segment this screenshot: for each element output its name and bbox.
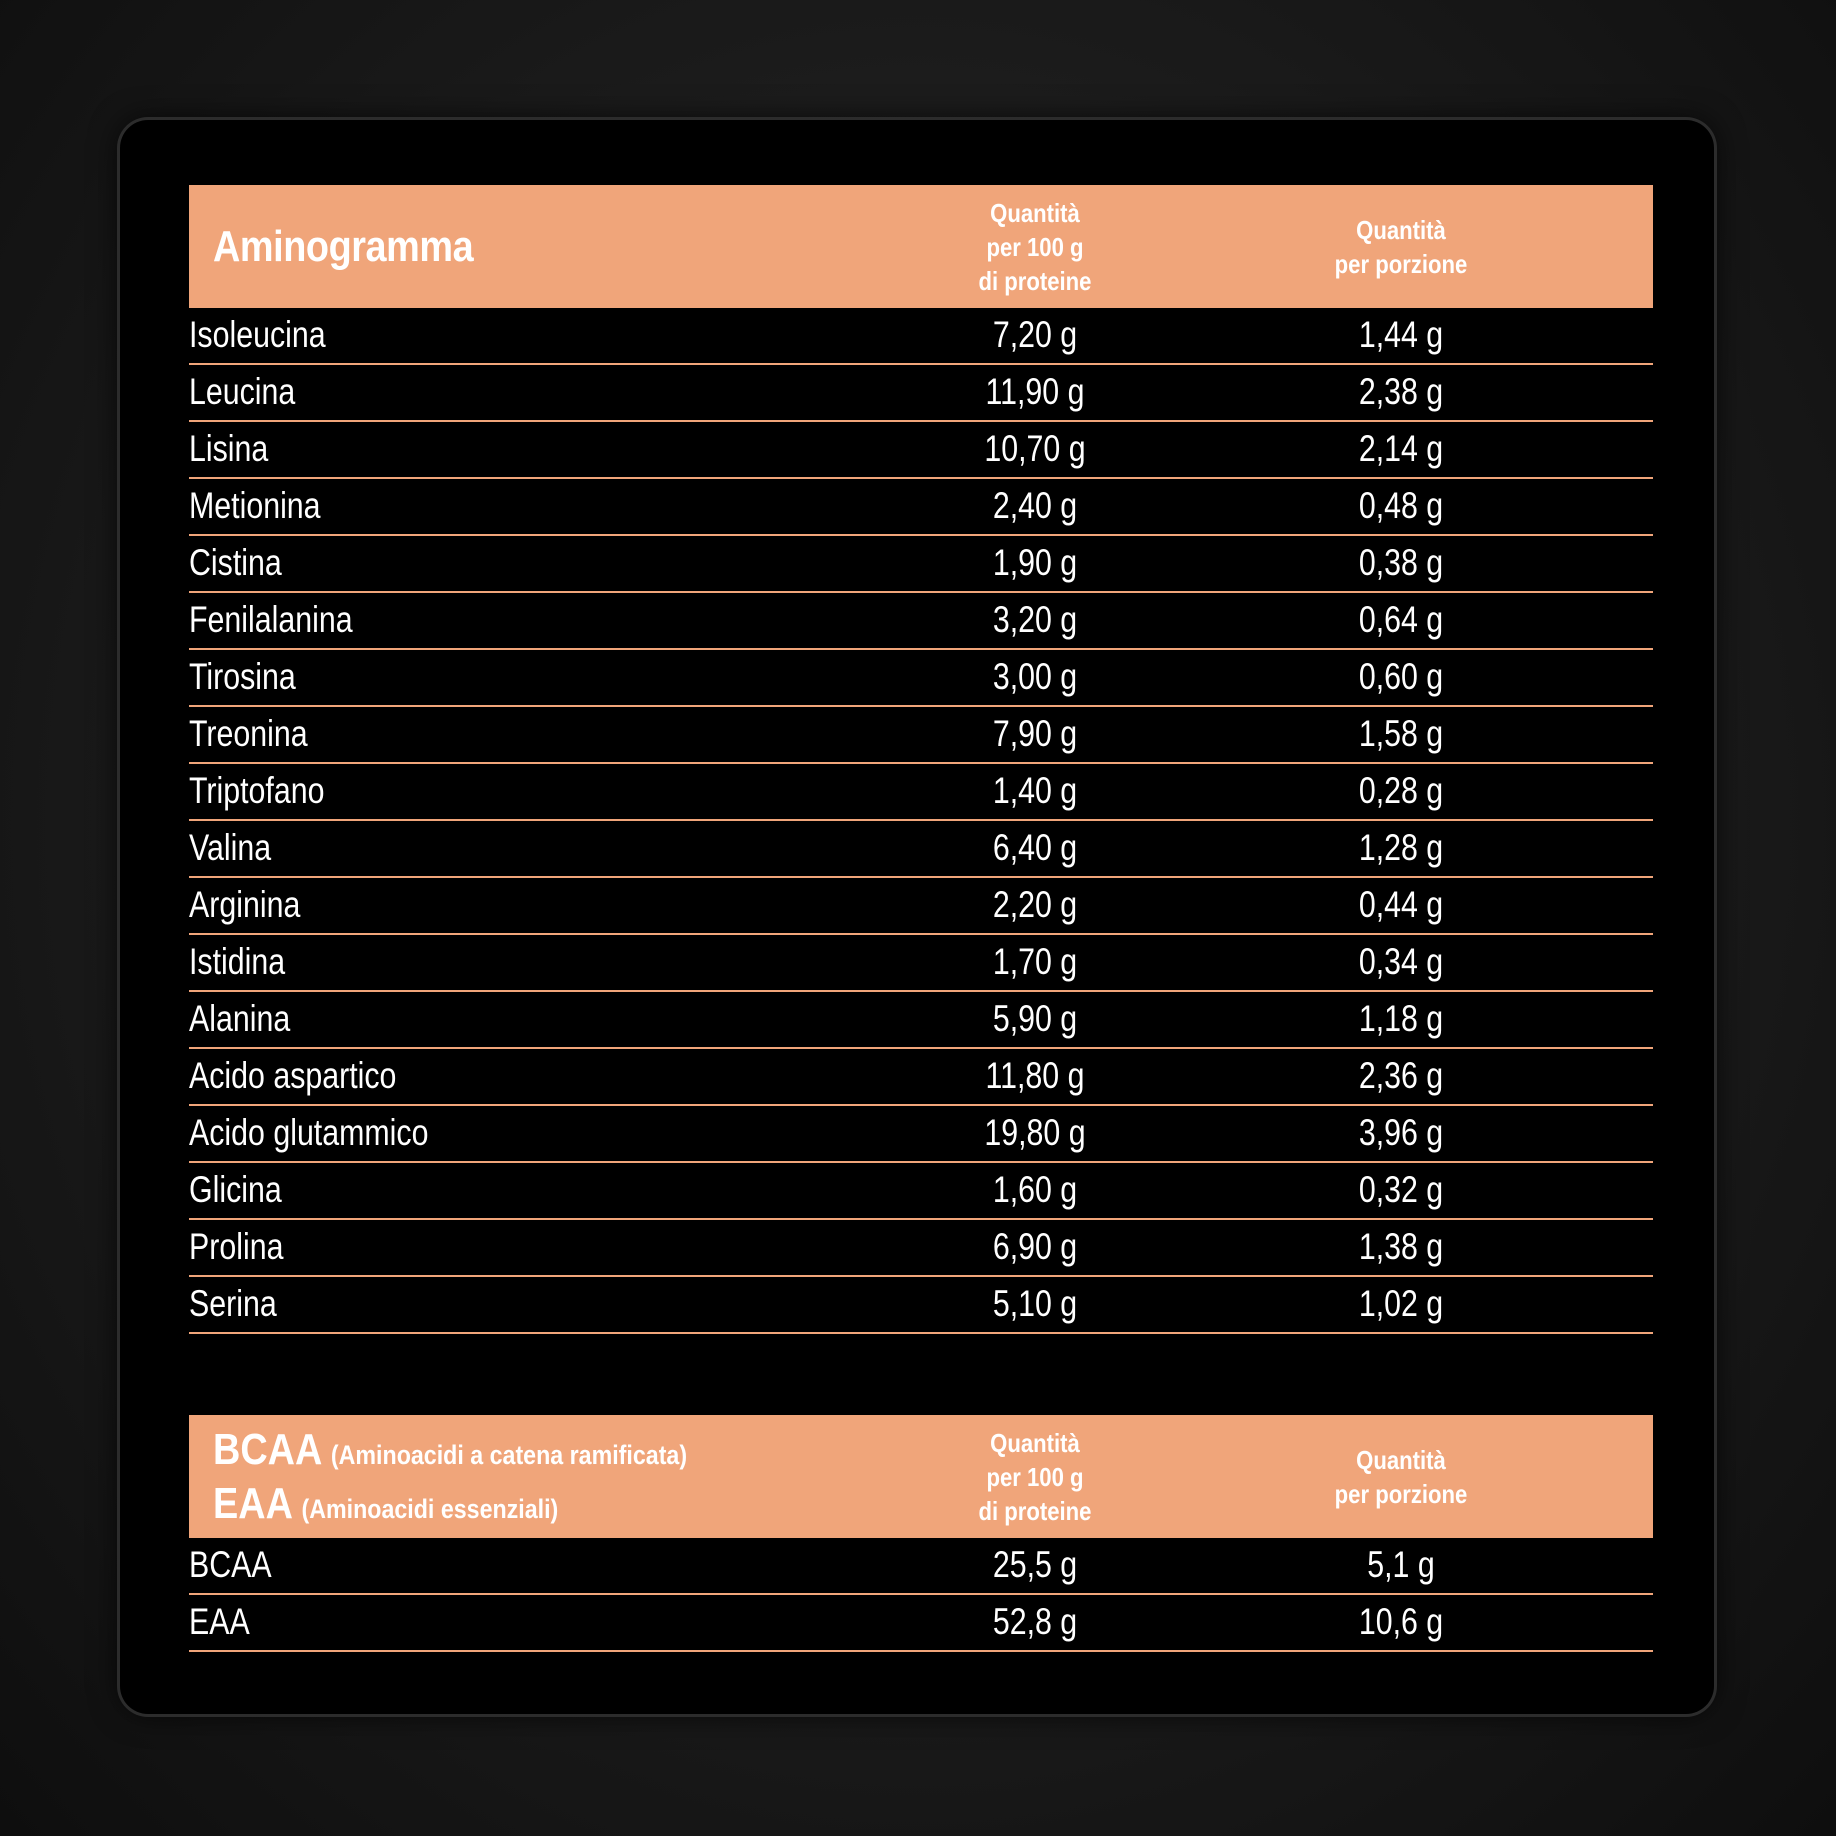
value-portion: 0,34 g	[1358, 941, 1444, 982]
value-per100: 1,70 g	[992, 941, 1078, 982]
value-portion: 1,18 g	[1358, 998, 1444, 1039]
table-row	[189, 821, 1653, 878]
table-row	[189, 992, 1653, 1049]
value-portion: 10,6 g	[1358, 1601, 1444, 1642]
amino-name: Acido aspartico	[189, 1055, 397, 1096]
amino-name: EAA	[189, 1601, 250, 1642]
bcaa-eaa-table	[189, 1415, 1653, 1652]
value-per100: 7,20 g	[992, 314, 1078, 355]
header-portion-line: Quantità	[1356, 214, 1446, 245]
value-per100: 10,70 g	[984, 428, 1086, 469]
header-portion-line: per porzione	[1334, 248, 1468, 279]
value-per100: 6,90 g	[992, 1226, 1078, 1267]
eaa-label: EAA	[213, 1479, 293, 1528]
amino-card	[120, 120, 1714, 1714]
header-per100-line: Quantità	[990, 1427, 1080, 1458]
table-row	[189, 1538, 1653, 1595]
aminogram-title: Aminogramma	[213, 221, 474, 271]
value-per100: 6,40 g	[992, 827, 1078, 868]
table-row	[189, 593, 1653, 650]
value-portion: 0,38 g	[1358, 542, 1444, 583]
value-portion: 2,38 g	[1358, 371, 1444, 412]
value-portion: 1,44 g	[1358, 314, 1444, 355]
header-per100-line: di proteine	[978, 1495, 1092, 1526]
amino-name: Isoleucina	[189, 314, 326, 355]
amino-name: Valina	[189, 827, 272, 868]
header-per100-line: per 100 g	[986, 1461, 1084, 1492]
header-per100-line: Quantità	[990, 197, 1080, 228]
amino-name: Cistina	[189, 542, 282, 583]
table-row	[189, 764, 1653, 821]
value-portion: 0,48 g	[1358, 485, 1444, 526]
aminogram-table	[189, 185, 1653, 1334]
value-portion: 1,28 g	[1358, 827, 1444, 868]
amino-name: Arginina	[189, 884, 301, 925]
amino-name: BCAA	[189, 1544, 272, 1585]
table-row	[189, 935, 1653, 992]
value-portion: 3,96 g	[1358, 1112, 1444, 1153]
aminogram-header	[189, 185, 1653, 308]
amino-name: Treonina	[189, 713, 308, 754]
header-portion	[1257, 1415, 1546, 1538]
value-portion: 0,64 g	[1358, 599, 1444, 640]
value-per100: 3,20 g	[992, 599, 1078, 640]
value-portion: 0,28 g	[1358, 770, 1444, 811]
aminogram-rows	[189, 308, 1653, 1334]
amino-name: Triptofano	[189, 770, 325, 811]
amino-name: Fenilalanina	[189, 599, 353, 640]
value-portion: 1,02 g	[1358, 1283, 1444, 1324]
table-row	[189, 707, 1653, 764]
amino-name: Metionina	[189, 485, 321, 526]
value-portion: 1,58 g	[1358, 713, 1444, 754]
value-portion: 5,1 g	[1367, 1544, 1435, 1585]
value-portion: 0,32 g	[1358, 1169, 1444, 1210]
bcaa-desc: (Aminoacidi a catena ramificata)	[330, 1440, 688, 1470]
bcaa-eaa-title	[213, 1425, 687, 1533]
table-row	[189, 365, 1653, 422]
value-per100: 2,40 g	[992, 485, 1078, 526]
header-per100-line: di proteine	[978, 265, 1092, 296]
amino-name: Istidina	[189, 941, 286, 982]
value-per100: 11,90 g	[985, 371, 1085, 412]
value-per100: 25,5 g	[992, 1544, 1078, 1585]
header-per100-line: per 100 g	[986, 231, 1084, 262]
table-row	[189, 422, 1653, 479]
amino-name: Prolina	[189, 1226, 284, 1267]
header-portion-line: per porzione	[1334, 1478, 1468, 1509]
amino-name: Leucina	[189, 371, 296, 412]
value-per100: 2,20 g	[992, 884, 1078, 925]
table-row	[189, 878, 1653, 935]
table-row	[189, 1220, 1653, 1277]
table-row	[189, 479, 1653, 536]
amino-name: Serina	[189, 1283, 277, 1324]
value-portion: 0,60 g	[1358, 656, 1444, 697]
value-portion: 2,36 g	[1358, 1055, 1444, 1096]
bcaa-label: BCAA	[213, 1425, 323, 1474]
header-portion	[1257, 185, 1546, 308]
eaa-desc: (Aminoacidi essenziali)	[301, 1494, 559, 1524]
value-portion: 2,14 g	[1358, 428, 1444, 469]
value-per100: 19,80 g	[984, 1112, 1086, 1153]
table-row	[189, 1163, 1653, 1220]
table-row	[189, 1277, 1653, 1334]
value-per100: 7,90 g	[992, 713, 1078, 754]
amino-name: Tirosina	[189, 656, 296, 697]
table-row	[189, 650, 1653, 707]
value-portion: 0,44 g	[1358, 884, 1444, 925]
bcaa-eaa-header	[189, 1415, 1653, 1538]
value-per100: 5,90 g	[992, 998, 1078, 1039]
bcaa-eaa-rows	[189, 1538, 1653, 1652]
value-per100: 1,90 g	[992, 542, 1078, 583]
amino-name: Alanina	[189, 998, 291, 1039]
table-row	[189, 536, 1653, 593]
value-per100: 11,80 g	[985, 1055, 1085, 1096]
value-per100: 5,10 g	[992, 1283, 1078, 1324]
table-row	[189, 1049, 1653, 1106]
header-portion-line: Quantità	[1356, 1444, 1446, 1475]
table-row	[189, 1595, 1653, 1652]
header-per100	[891, 1415, 1180, 1538]
value-portion: 1,38 g	[1358, 1226, 1444, 1267]
amino-name: Lisina	[189, 428, 269, 469]
table-row	[189, 1106, 1653, 1163]
value-per100: 1,40 g	[992, 770, 1078, 811]
amino-name: Acido glutammico	[189, 1112, 429, 1153]
value-per100: 52,8 g	[992, 1601, 1078, 1642]
value-per100: 1,60 g	[992, 1169, 1078, 1210]
table-row	[189, 308, 1653, 365]
header-per100	[891, 185, 1180, 308]
amino-name: Glicina	[189, 1169, 282, 1210]
value-per100: 3,00 g	[992, 656, 1078, 697]
